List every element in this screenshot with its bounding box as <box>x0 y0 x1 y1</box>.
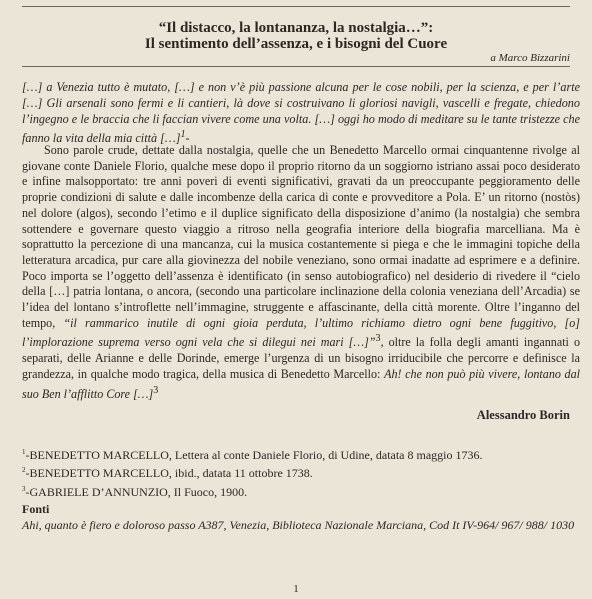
footnote-1 <box>22 445 582 463</box>
title-line-2: Il sentimento dell’assenza, e i bisogni del Cuore <box>144 36 448 52</box>
footnote-number: 2 <box>22 466 26 475</box>
article-body-part1: Sono parole crude, dettate dalla nostalgia, quelle che un Benedetto Marcello ormai cinquantenne rivolge al giovane conte Daniele Florio, qualche mese dopo il proprio ritorno da un soggiorno istriano assai poco desiderato e infine malsopportato: tre anni poveri di eventi significativi, gravati da un preoccupante peggioramento delle proprie condizioni di salute e dalle incombenze della carica di conte e provveditore a Pola. E’ un ritorno (nostòs) nel dolore (algos), secondo l’etimo e il duplice significato della disposizione d’animo (la nostalgia) che sembra sottendere e governare questo viaggio a ritroso nella geografia interiore della biografia marcelliana. Ma è soprattutto la percezione di una mancanza, cui la musica costantemente si piega e che le immagini topiche della letteratura arcadica, pur care alla giovinezza del nobile veneziano, sono ormai inadatte ad esprimere e a definire. Poco importa se l’oggetto dell’assenza è identificato (in senso autobiografico) nel desiderio di rivedere il “cielo della […] patria lontana <box>22 143 580 299</box>
footnote-ref-1: 1 <box>180 129 186 141</box>
footnote-3 <box>22 482 582 500</box>
article-signature: Alessandro Borin <box>476 408 570 422</box>
footnote-number: 3 <box>22 484 26 493</box>
footnote-ref-3b: 3 <box>153 384 159 396</box>
opening-quote-text: […] a Venezia tutto è mutato, […] e non v’è più passione alcuna per le cose nobili, per la scienza, e per l’arte […] Gli arsenali sono fermi e li cantieri, là dove si costruivano li gloriosi navigli, vascelli e fregate, chiedono l’ingegno e le braccia che li faccian vivere come una volta. […] oggi ho modo di meditare su le tante tristezze che fanno la vita della mia città […] <box>22 80 580 146</box>
footnote-2 <box>22 463 582 481</box>
footnote-text: -BENEDETTO MARCELLO, Lettera al conte Daniele Florio, di Udine, datata 8 maggio 1736. <box>25 448 483 462</box>
author-dedication: a Marco Bizzarini <box>490 52 570 64</box>
marcello-quote: Ah! che non può più vivere, lontano dal suo Ben l’afflitto Core […] <box>22 366 580 401</box>
title-line-1: “Il distacco, la lontananza, la nostalgia…”: <box>158 20 434 36</box>
opening-quote: […] a Venezia tutto è mutato, […] e non v’è più passione alcuna per le cose nobili, per la scienza, e per l’arte […] Gli arsenali sono fermi e li cantieri, là dove si costruivano li gloriosi navigli, vascelli e fregate, chiedono l’ingegno e le braccia che li faccian vivere come una volta. […] oggi ho modo di meditare su le tante tristezze che fanno la vita della mia città […]$^1$- <box>22 80 580 146</box>
footnote-text: -BENEDETTO MARCELLO, ibid., datata 11 ottobre 1738. <box>25 466 313 481</box>
header-rule <box>22 66 570 67</box>
footnote-ref-3: 3 <box>375 333 381 345</box>
dannunzio-quote: “il rammarico inutile di ogni gioia perduta, l’ultimo richiamo dietro ogni bene fuggitivo, [o] l’implorazione suprema verso ogni vela che si dilegui nei mari […]” <box>22 315 581 350</box>
fonti-heading: Fonti <box>22 502 50 517</box>
fonti-text: Ahi, quanto è fiero e doloroso passo A387, Venezia, Biblioteca Nazionale Marciana, Cod It IV-964/ 967/ 988/ 1030 <box>22 517 575 532</box>
footnote-text: -GABRIELE D’ANNUNZIO, Il Fuoco, 1900. <box>25 484 248 499</box>
footnote-number: 1 <box>22 448 26 456</box>
footnotes <box>22 445 582 533</box>
article-body-part2: , o ancora, (secondo una particolare inclinazione della colonia veneziana dell’Arcadia) se l’idea del lontano s’introflette nell’immagine, struggente e affascinante, della città morente. Oltre l’inganno del tempo, <box>22 284 580 330</box>
article-body-part3: , oltre la folla degli amanti ingannati o separati, delle Arianne e delle Dorinde, emerge l’urgenza di un bisogno irriducibile che percorre e definisce la grandezza, in qualche modo tragica, della musica di Benedetto Marcello: <box>22 335 580 381</box>
article-body <box>22 143 580 402</box>
page-number: 1 <box>293 583 299 595</box>
top-rule <box>22 6 570 7</box>
